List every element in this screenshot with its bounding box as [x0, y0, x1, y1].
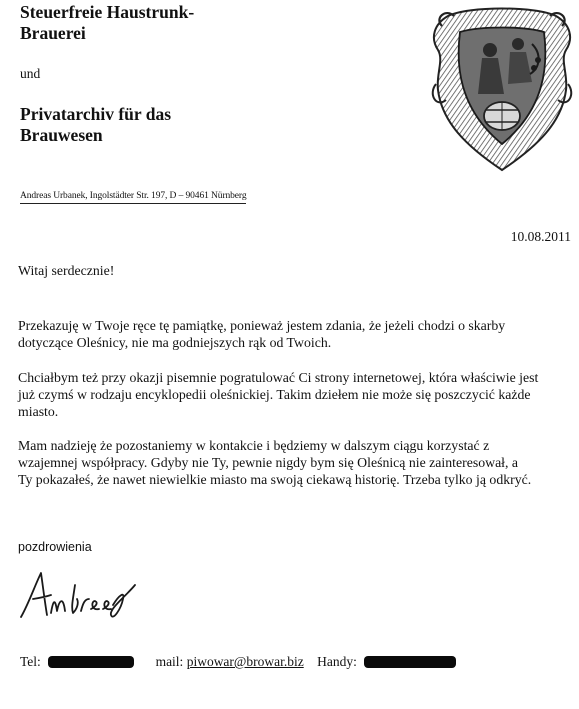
closing: pozdrowienia [18, 540, 92, 554]
letterhead-title-line1: Steuerfreie Haustrunk- [20, 2, 195, 22]
paragraph-2-line-1: Chciałbym też przy okazji pisemnie pogratulować Ci strony internetowej, która właściwie jest [18, 370, 539, 385]
letterhead-title [20, 2, 194, 44]
paragraph-1 [18, 317, 574, 351]
letterhead-connector: und [20, 66, 41, 81]
redacted-phone [48, 656, 134, 668]
paragraph-3 [18, 437, 574, 488]
redacted-mobile [364, 656, 456, 668]
letterhead-subtitle-line1: Privatarchiv für das [20, 104, 172, 124]
paragraph-3-line-1: Mam nadzieję że pozostaniemy w kontakcie i będziemy w dalszym ciągu korzystać z [18, 438, 490, 453]
letter-date: 10.08.2011 [510, 229, 571, 244]
tel-label: Tel: [20, 653, 41, 669]
letterhead-title-line2: Brauerei [20, 23, 86, 43]
paragraph-3-line-3: Ty pokazałeś, że nawet niewielkie miasto ma swoją ciekawą historię. Trzeba tylko ją odkryć. [18, 472, 532, 487]
handwritten-signature [15, 565, 155, 630]
handy-label: Handy: [317, 653, 357, 669]
contact-footer [20, 653, 575, 670]
paragraph-2 [18, 369, 574, 420]
paragraph-1-line-1: Przekazuję w Twoje ręce tę pamiątkę, ponieważ jestem zdania, że jeżeli chodzi o skarby [18, 318, 506, 333]
letterhead-subtitle-line2: Brauwesen [20, 125, 103, 145]
paragraph-2-line-3: miasto. [18, 404, 59, 419]
mail-label: mail: [155, 653, 184, 669]
email-link[interactable]: piwowar@browar.biz [186, 653, 304, 669]
letterhead-subtitle [20, 104, 171, 146]
sender-address: Andreas Urbanek, Ingolstädter Str. 197, D – 90461 Nürnberg [20, 191, 246, 204]
paragraph-3-line-2: wzajemnej współpracy. Gdyby nie Ty, pewnie nigdy bym się Oleśnicą nie zainteresował, a [18, 455, 519, 470]
paragraph-1-line-2: dotyczące Oleśnicy, nie ma godniejszych rąk od Twoich. [18, 335, 332, 350]
paragraph-2-line-2: już czymś w rodzaju encyklopedii oleśnickiej. Takim dziełem nie może się poszczycić każde [18, 387, 531, 402]
brewery-coat-of-arms-icon [428, 4, 576, 179]
greeting: Witaj serdecznie! [18, 263, 115, 278]
